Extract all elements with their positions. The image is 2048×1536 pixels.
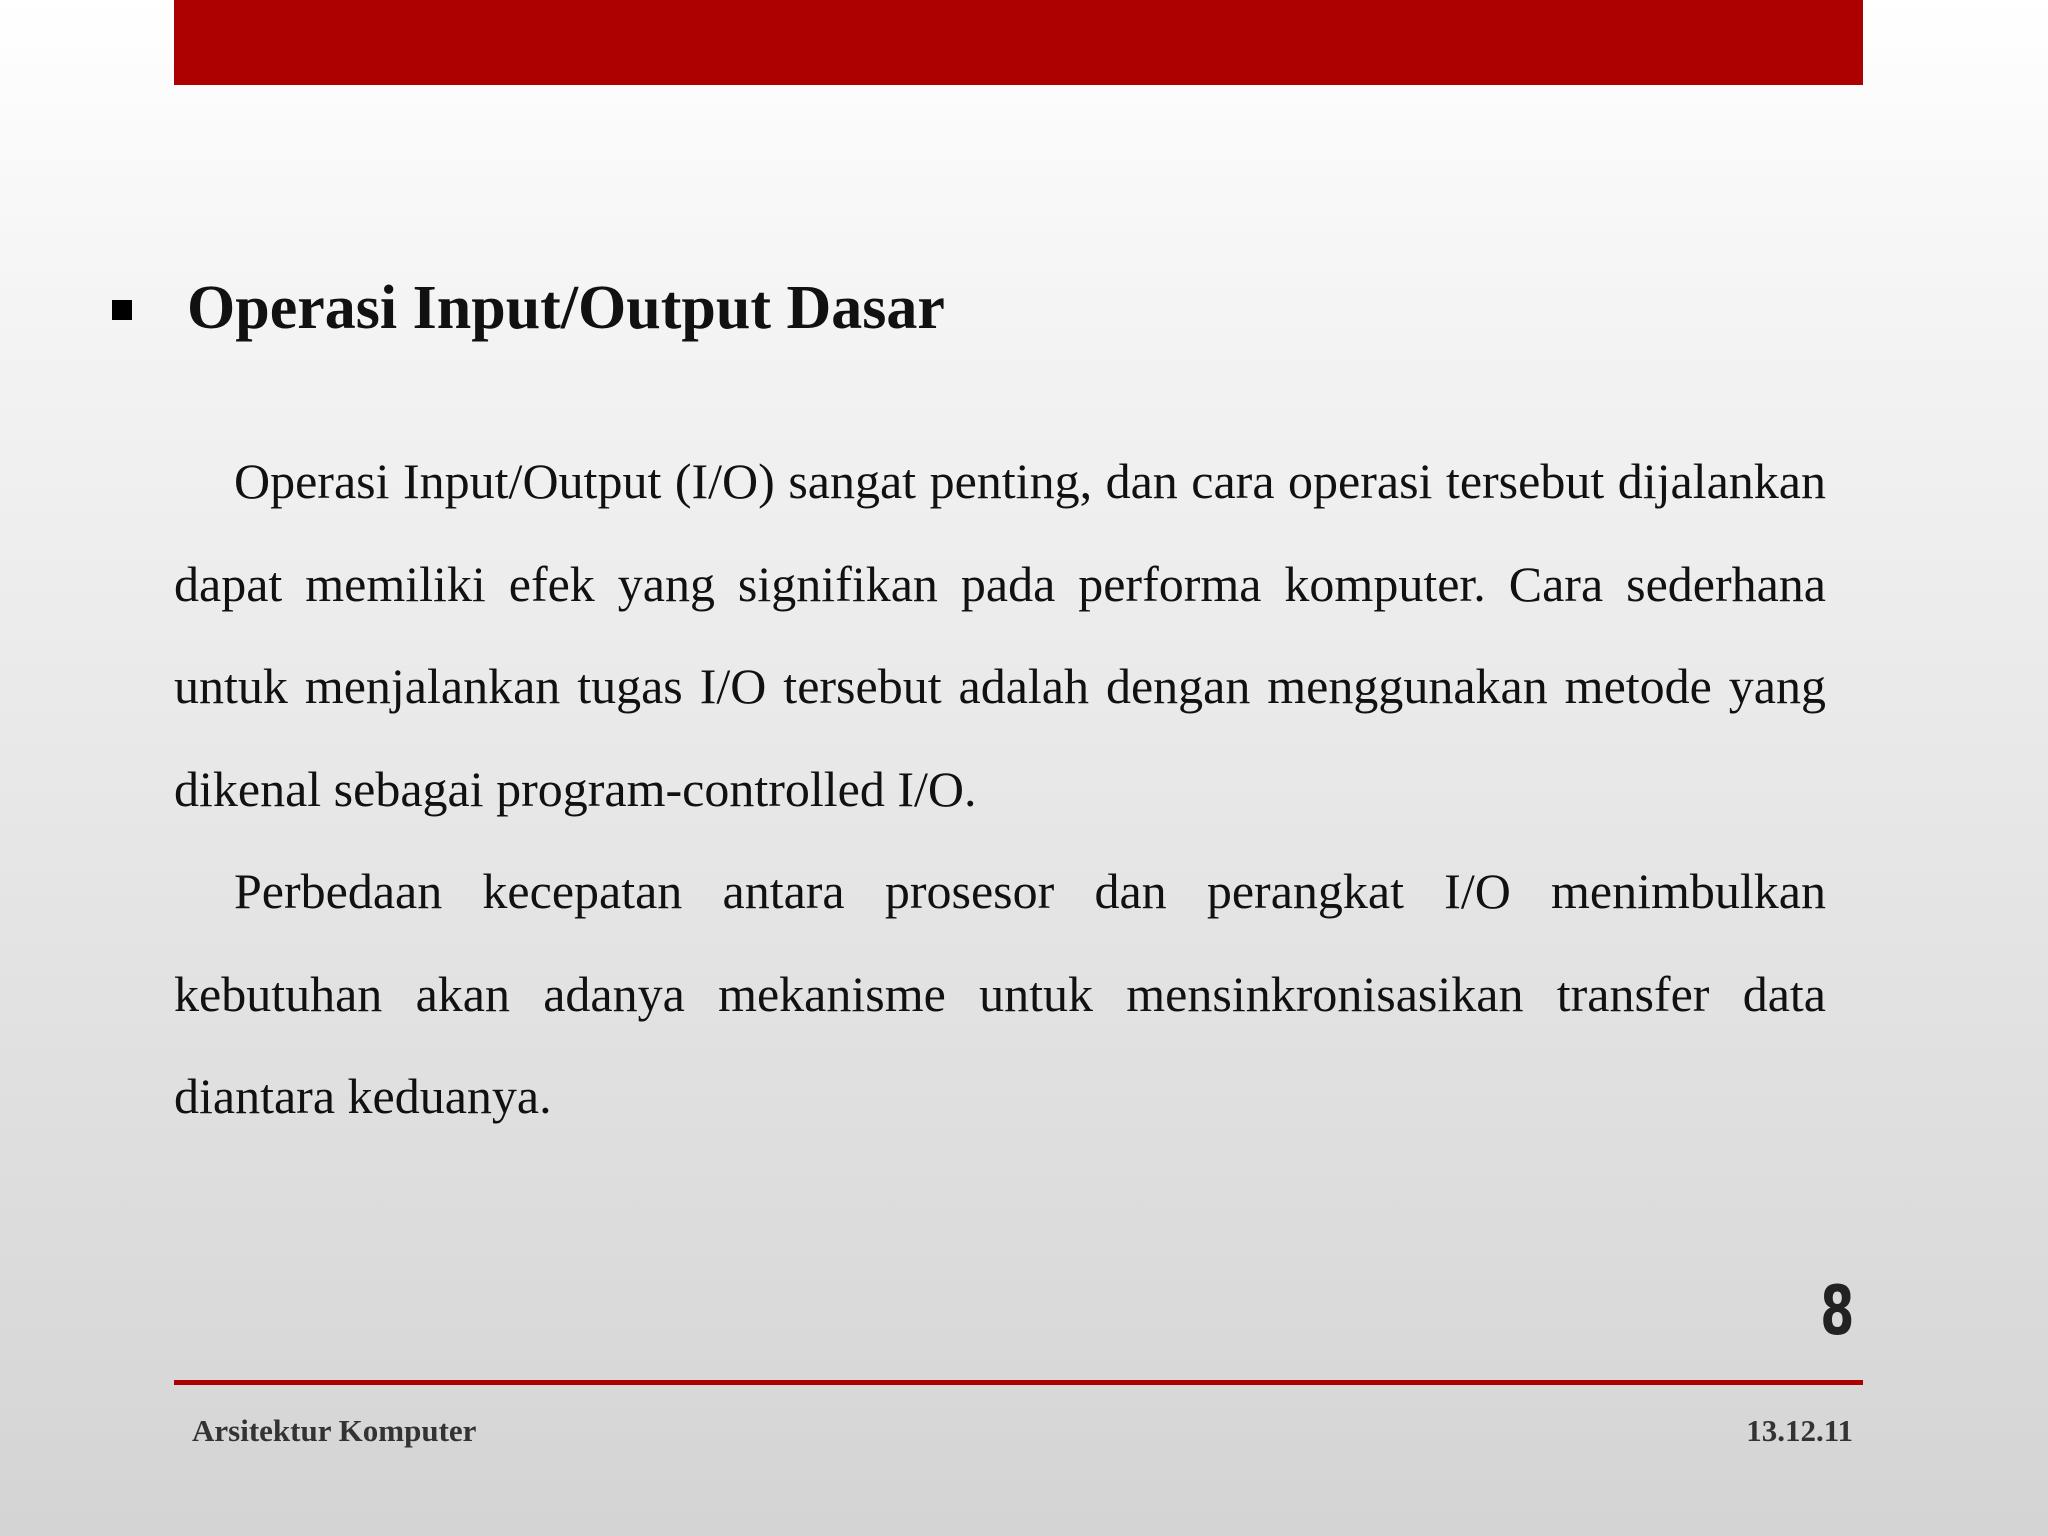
square-bullet-icon bbox=[112, 300, 132, 320]
footer-date: 13.12.11 bbox=[1746, 1413, 1853, 1448]
footer-divider bbox=[174, 1380, 1863, 1385]
top-accent-bar bbox=[174, 0, 1863, 85]
slide-body bbox=[174, 430, 1826, 1148]
body-paragraph: Operasi Input/Output (I/O) sangat penting, dan cara operasi tersebut dijalankan dapat memiliki efek yang signifikan pada performa komputer. Cara sederhana untuk menjalankan tugas I/O tersebut adalah dengan menggunakan metode yang dikenal sebagai program-controlled I/O. bbox=[174, 453, 1826, 817]
footer-course-title: Arsitektur Komputer bbox=[192, 1413, 477, 1448]
page-number: 8 bbox=[1819, 1272, 1854, 1351]
heading-row bbox=[112, 268, 945, 348]
body-paragraph: Perbedaan kecepatan antara prosesor dan perangkat I/O menimbulkan kebutuhan akan adanya mekanisme untuk mensinkronisasikan transfer data diantara keduanya. bbox=[174, 863, 1826, 1124]
slide-heading: Operasi Input/Output Dasar bbox=[187, 274, 945, 342]
